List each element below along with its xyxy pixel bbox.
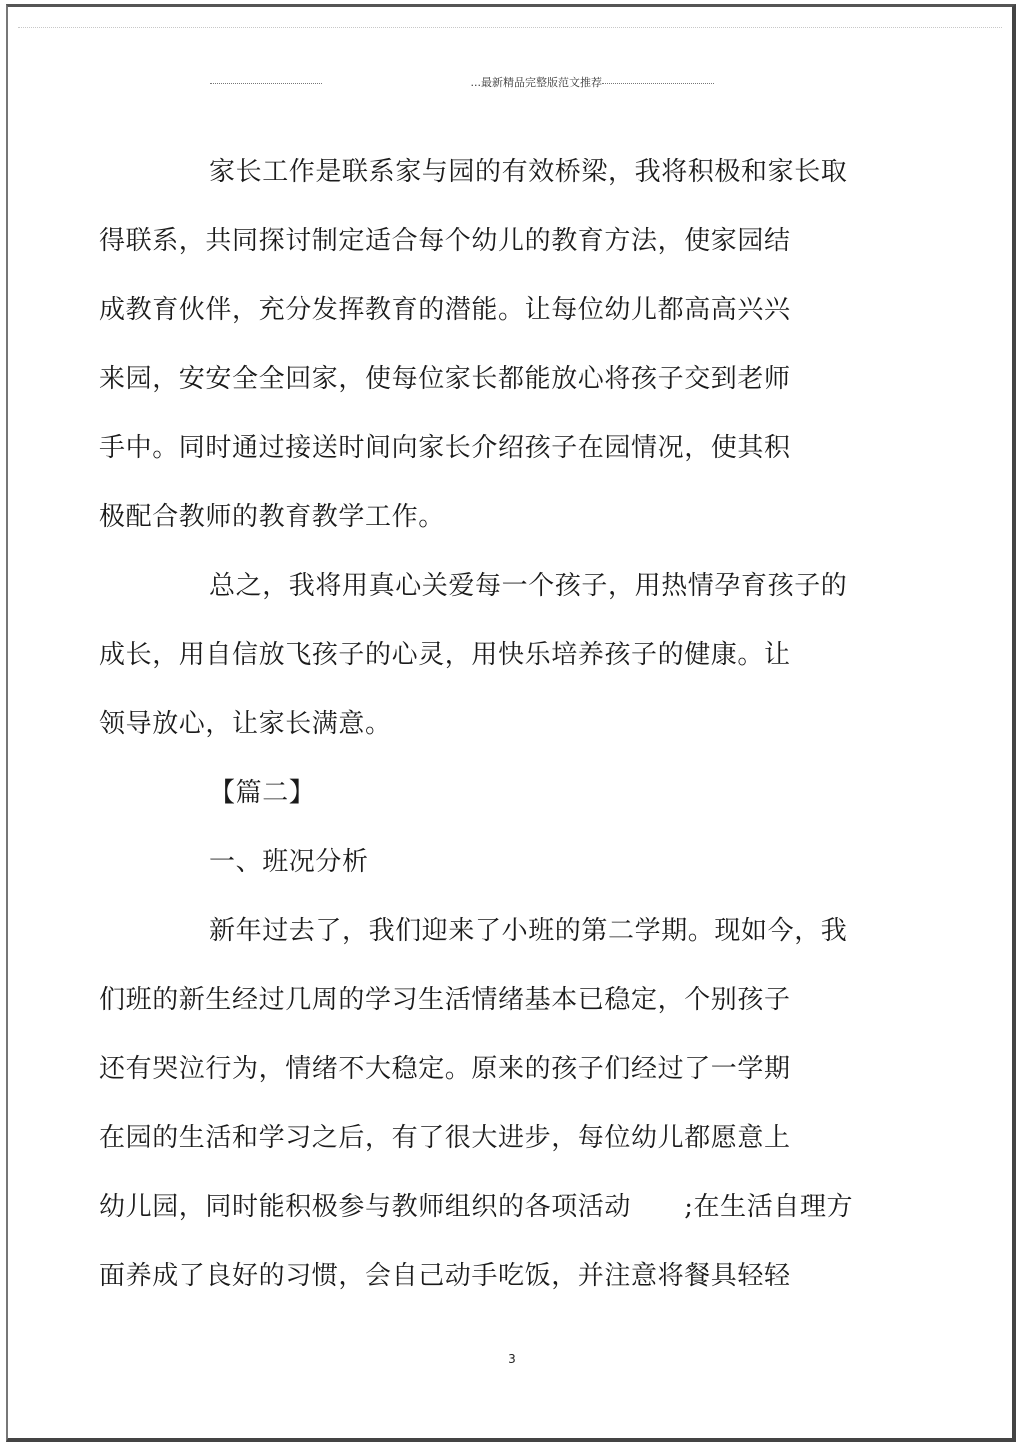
text-line: 幼儿园，同时能积极参与教师组织的各项活动 ;在生活自理方	[99, 1192, 854, 1222]
paragraph-class-analysis	[99, 897, 854, 1311]
text-line: 极配合教师的教育教学工作。	[99, 502, 445, 532]
header-dotted-rule-right	[602, 83, 714, 84]
document-body	[99, 138, 854, 1311]
text-line: 在园的生活和学习之后，有了很大进步，每位幼儿都愿意上	[99, 1123, 791, 1153]
paragraph-summary	[99, 552, 854, 759]
text-line: 总之，我将用真心关爱每一个孩子，用热情孕育孩子的	[209, 571, 848, 601]
text-line: 家长工作是联系家与园的有效桥梁，我将积极和家长取	[209, 157, 848, 187]
section-heading-text: 【篇二】	[209, 778, 316, 808]
text-line: 成长，用自信放飞孩子的心灵，用快乐培养孩子的健康。让	[99, 640, 791, 670]
text-line: 手中。同时通过接送时间向家长介绍孩子在园情况，使其积	[99, 433, 791, 463]
text-line: 面养成了良好的习惯，会自己动手吃饭，并注意将餐具轻轻	[99, 1261, 791, 1291]
text-line: 领导放心，让家长满意。	[99, 709, 392, 739]
text-line: 还有哭泣行为，情绪不大稳定。原来的孩子们经过了一学期	[99, 1054, 791, 1084]
header-dotted-rule-left	[210, 83, 322, 84]
running-header	[210, 74, 714, 90]
text-line: 来园，安安全全回家，使每位家长都能放心将孩子交到老师	[99, 364, 791, 394]
section-heading	[154, 759, 854, 828]
text-line: 新年过去了，我们迎来了小班的第二学期。现如今，我	[209, 916, 848, 946]
header-title: ...最新精品完整版范文推荐	[470, 76, 602, 89]
subsection-heading-text: 一、班况分析	[209, 847, 369, 877]
subsection-heading	[154, 828, 854, 897]
text-line: 们班的新生经过几周的学习生活情绪基本已稳定，个别孩子	[99, 985, 791, 1015]
text-line: 得联系，共同探讨制定适合每个幼儿的教育方法，使家园结	[99, 226, 791, 256]
page-number: 3	[508, 1352, 516, 1366]
text-line: 成教育伙伴，充分发挥教育的潜能。让每位幼儿都高高兴兴	[99, 295, 791, 325]
paragraph-parent-work	[99, 138, 854, 552]
